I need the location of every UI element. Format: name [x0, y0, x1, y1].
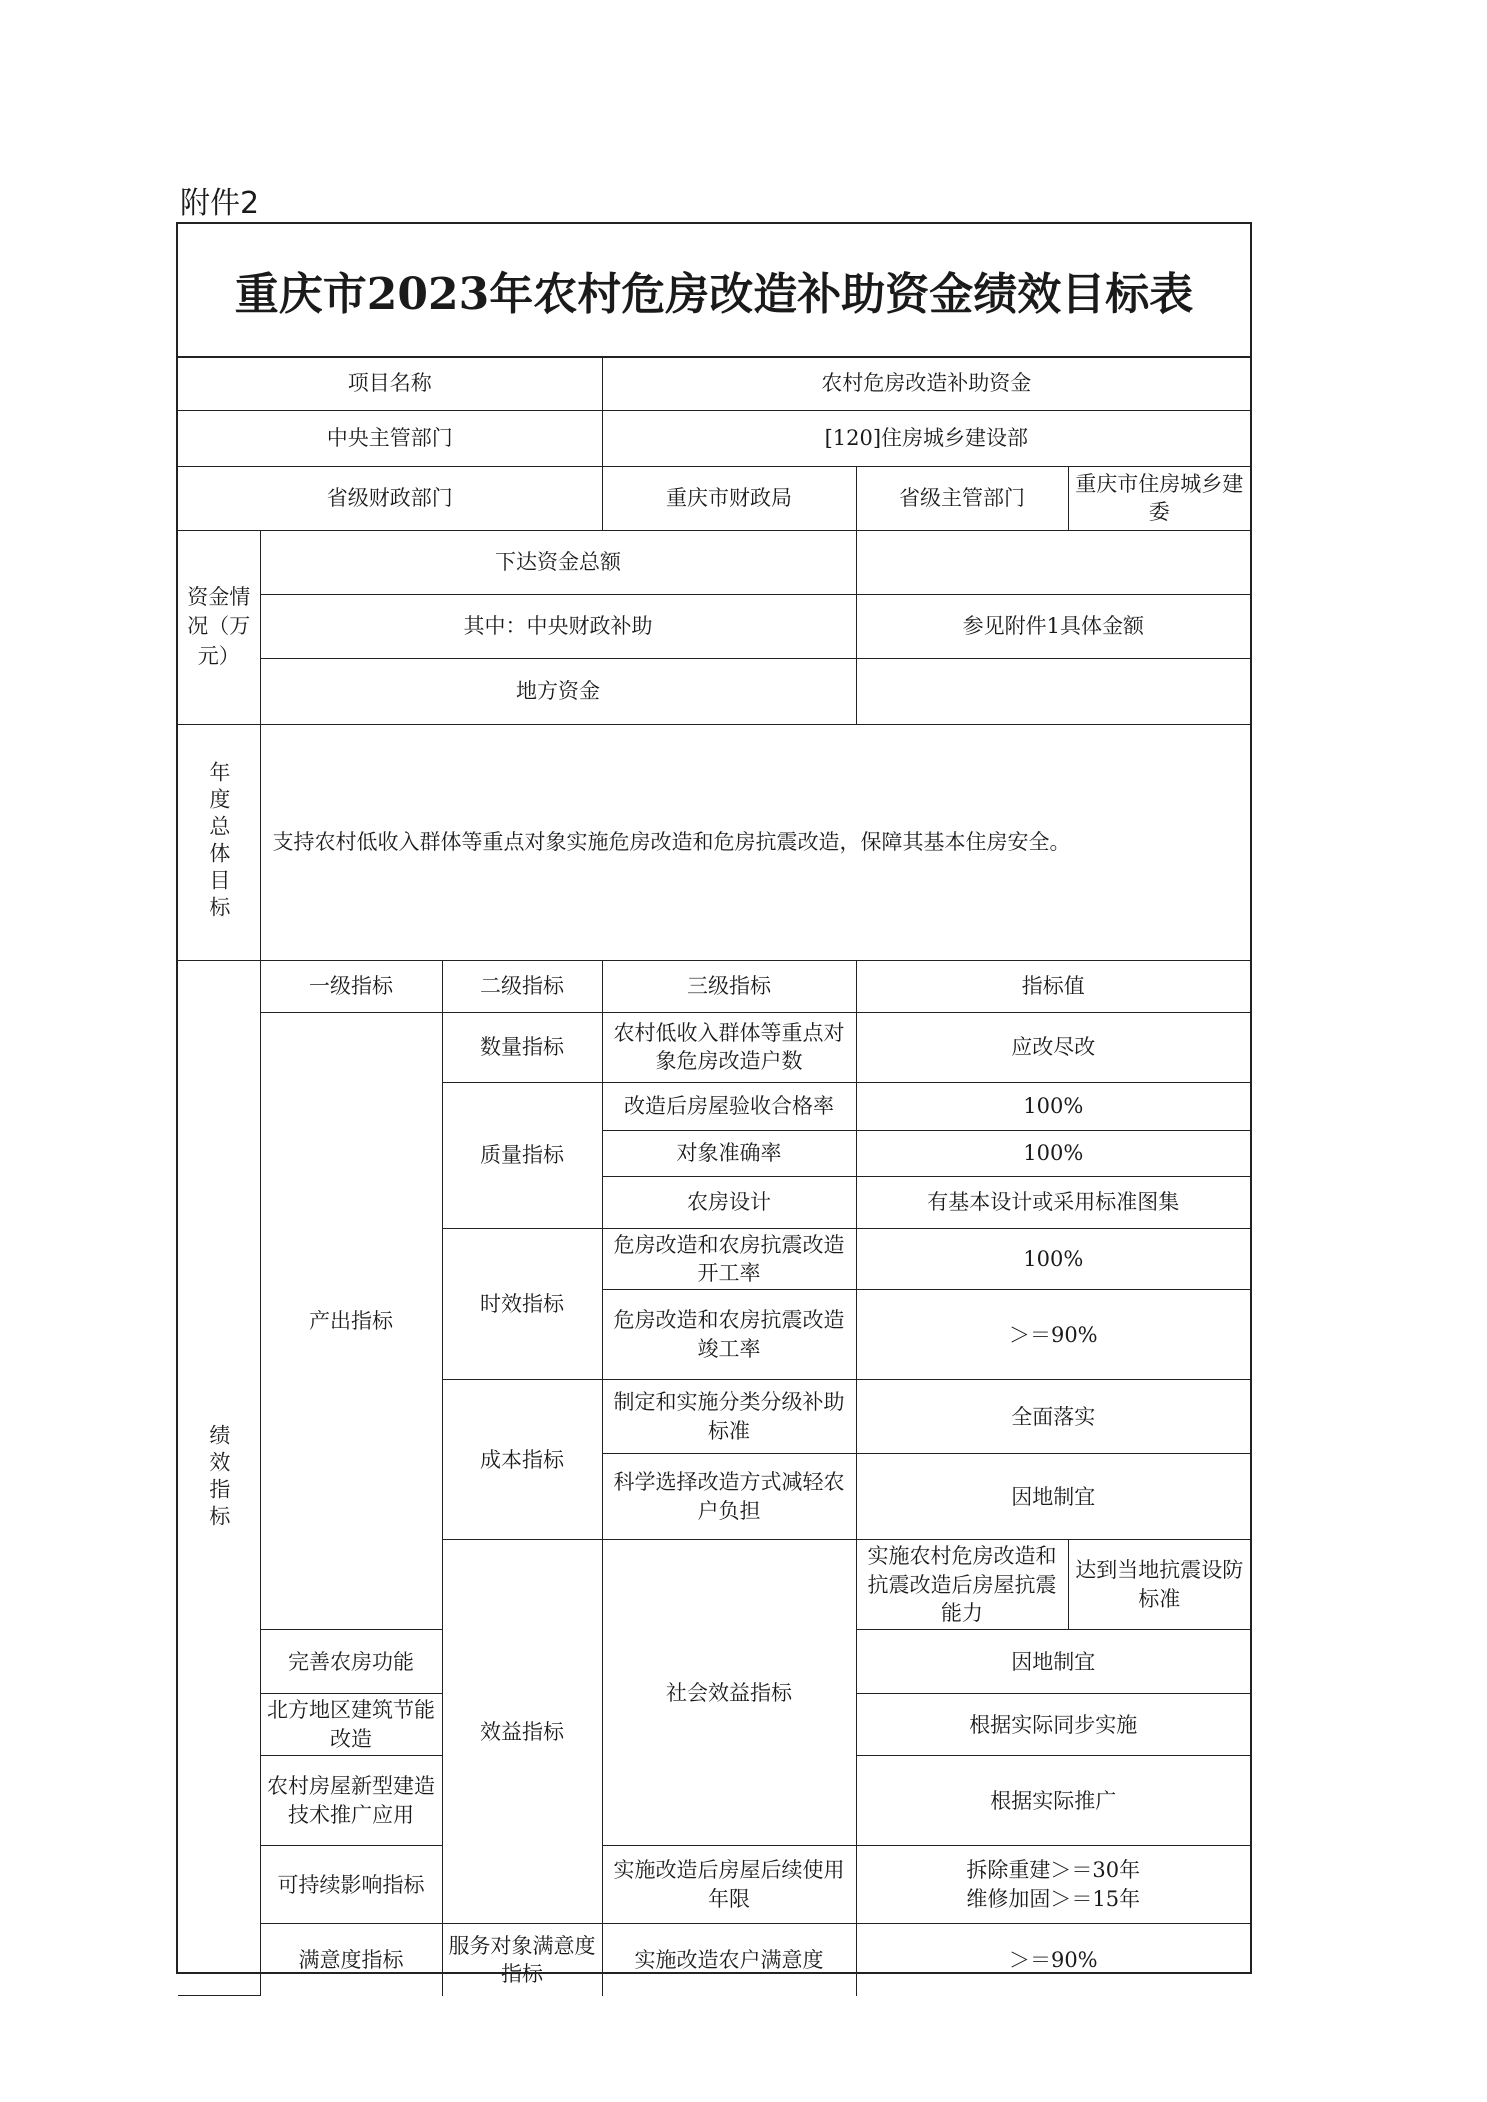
value-cell-line2: 维修加固＞＝15年 — [966, 1886, 1141, 1911]
quantity-label: 数量指标 — [442, 1012, 602, 1082]
l3-cell: 科学选择改造方式减轻农户负担 — [602, 1454, 856, 1540]
value-cell: 100% — [856, 1082, 1250, 1130]
l3-cell: 农村低收入群体等重点对象危房改造户数 — [602, 1012, 856, 1082]
value-cell: ＞＝90% — [856, 1290, 1250, 1380]
cost-label: 成本指标 — [442, 1380, 602, 1540]
table-row — [178, 594, 1250, 658]
value-cell: 根据实际推广 — [856, 1756, 1250, 1846]
table-row — [178, 1846, 1250, 1924]
table-row — [178, 1012, 1250, 1082]
timeliness-label: 时效指标 — [442, 1228, 602, 1380]
benefit-label: 效益指标 — [442, 1540, 602, 1924]
l3-cell: 对象准确率 — [602, 1130, 856, 1176]
table-row — [178, 530, 1250, 594]
central-dept-label: 中央主管部门 — [178, 410, 602, 466]
l3-cell: 制定和实施分类分级补助标准 — [602, 1380, 856, 1454]
annual-goal-text: 支持农村低收入群体等重点对象实施危房改造和危房抗震改造，保障其基本住房安全。 — [260, 724, 1250, 960]
central-dept-value: [120]住房城乡建设部 — [602, 410, 1250, 466]
output-label: 产出指标 — [260, 1012, 442, 1630]
prov-finance-label: 省级财政部门 — [178, 466, 602, 530]
value-cell: 全面落实 — [856, 1380, 1250, 1454]
sustain-label: 可持续影响指标 — [260, 1846, 442, 1924]
value-cell: 100% — [856, 1130, 1250, 1176]
l3-cell: 危房改造和农房抗震改造开工率 — [602, 1228, 856, 1290]
prov-dept-value: 重庆市住房城乡建委 — [1068, 466, 1250, 530]
quality-label: 质量指标 — [442, 1082, 602, 1228]
funds-total-value — [856, 530, 1250, 594]
attachment-label: 附件2 — [180, 186, 260, 221]
funds-local-label: 地方资金 — [260, 658, 856, 724]
value-cell: 因地制宜 — [856, 1630, 1250, 1694]
table-row — [178, 356, 1250, 410]
l3-cell: 农村房屋新型建造技术推广应用 — [260, 1756, 442, 1846]
value-cell: 达到当地抗震设防标准 — [1068, 1540, 1250, 1630]
project-name-label: 项目名称 — [178, 356, 602, 410]
header-level3: 三级指标 — [602, 960, 856, 1012]
prov-dept-label: 省级主管部门 — [856, 466, 1068, 530]
table-row — [178, 658, 1250, 724]
table-row — [178, 724, 1250, 960]
funds-total-label: 下达资金总额 — [260, 530, 856, 594]
value-cell: 拆除重建＞＝30年 — [966, 1858, 1141, 1883]
l3-cell: 实施改造后房屋后续使用年限 — [602, 1846, 856, 1924]
table-row — [178, 410, 1250, 466]
page-title: 重庆市2023年农村危房改造补助资金绩效目标表 — [178, 224, 1250, 358]
service-label: 服务对象满意度指标 — [442, 1924, 602, 1996]
project-name-value: 农村危房改造补助资金 — [602, 356, 1250, 410]
value-cell: ＞＝90% — [856, 1924, 1250, 1996]
header-level1: 一级指标 — [260, 960, 442, 1012]
value-cell: 因地制宜 — [856, 1454, 1250, 1540]
value-cell: 100% — [856, 1228, 1250, 1290]
social-label: 社会效益指标 — [602, 1540, 856, 1846]
prov-finance-value: 重庆市财政局 — [602, 466, 856, 530]
l3-cell: 危房改造和农房抗震改造竣工率 — [602, 1290, 856, 1380]
annual-goal-label: 年度总体目标 — [206, 761, 231, 923]
l3-cell: 实施改造农户满意度 — [602, 1924, 856, 1996]
funds-central-label: 其中：中央财政补助 — [260, 594, 856, 658]
performance-table-frame — [176, 222, 1252, 1986]
funds-local-value — [856, 658, 1250, 724]
l3-cell: 农房设计 — [602, 1176, 856, 1228]
header-level2: 二级指标 — [442, 960, 602, 1012]
funds-label: 资金情况（万元） — [178, 530, 260, 724]
table-row — [178, 1924, 1250, 1996]
value-cell: 根据实际同步实施 — [856, 1694, 1250, 1756]
l3-cell: 实施农村危房改造和抗震改造后房屋抗震能力 — [856, 1540, 1068, 1630]
table-row — [178, 466, 1250, 530]
l3-cell: 完善农房功能 — [260, 1630, 442, 1694]
value-cell: 有基本设计或采用标准图集 — [856, 1176, 1250, 1228]
l3-cell: 改造后房屋验收合格率 — [602, 1082, 856, 1130]
table-row — [178, 960, 1250, 1012]
value-cell: 应改尽改 — [856, 1012, 1250, 1082]
header-value: 指标值 — [856, 960, 1250, 1012]
performance-table — [178, 356, 1250, 1996]
l3-cell: 北方地区建筑节能改造 — [260, 1694, 442, 1756]
satisfaction-label: 满意度指标 — [260, 1924, 442, 1996]
perf-label: 绩效指标 — [206, 1423, 231, 1532]
funds-central-value: 参见附件1具体金额 — [856, 594, 1250, 658]
